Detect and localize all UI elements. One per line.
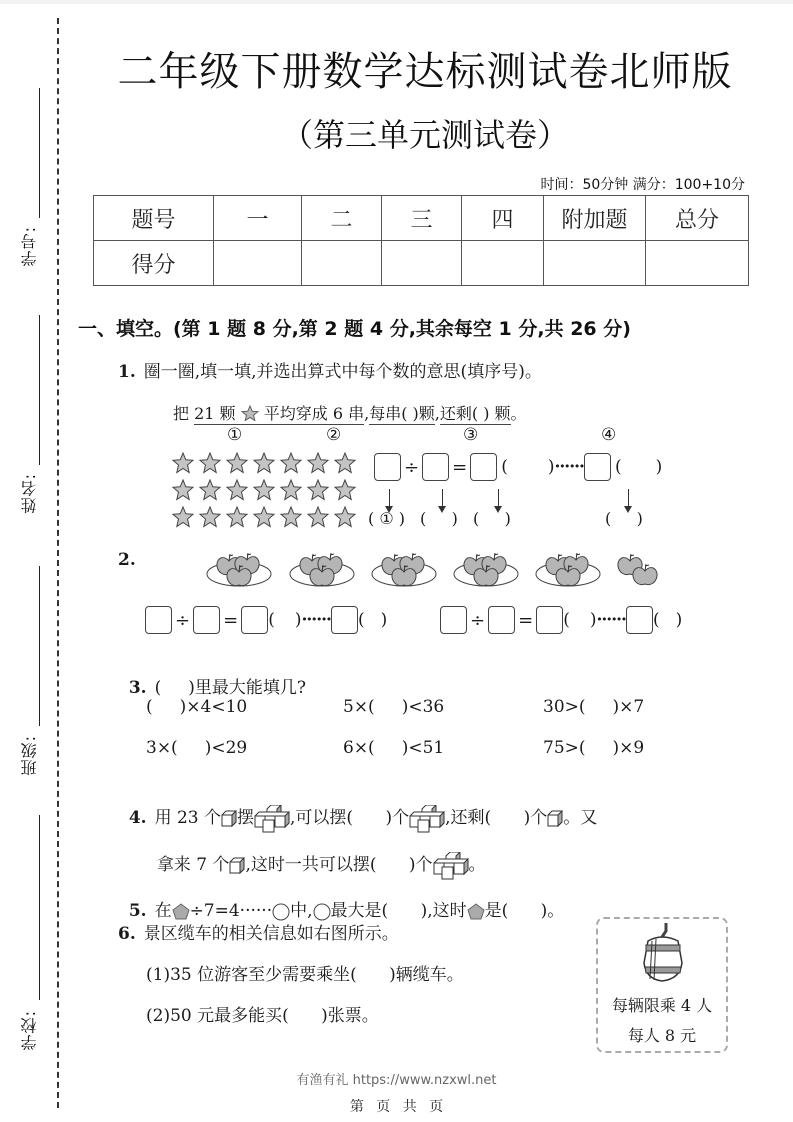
q3-item[interactable]: 5×( )<36 <box>343 697 445 717</box>
header-cell: 总分 <box>646 196 749 241</box>
page-title: 二年级下册数学达标测试卷北师版 <box>117 49 733 95</box>
name-label: 姓名: <box>20 473 39 514</box>
sentence-part-1 <box>194 404 264 425</box>
question-4-line-2 <box>146 830 486 880</box>
remainder-box[interactable] <box>331 606 358 634</box>
school-line[interactable] <box>39 815 40 1000</box>
q3-item[interactable]: 6×( )<51 <box>343 738 445 758</box>
q2-equation-1 <box>145 606 387 634</box>
paren-close: ) <box>589 610 597 630</box>
remainder-dots: ······ <box>596 610 626 630</box>
section-1-title: 一、填空。(第 1 题 8 分,第 2 题 4 分,其余每空 1 分,共 26 分) <box>78 318 631 340</box>
remainder-box[interactable] <box>626 606 653 634</box>
q3-item[interactable]: 3×( )<29 <box>146 738 248 758</box>
score-cell[interactable] <box>462 241 544 286</box>
divisor-box[interactable] <box>488 606 515 634</box>
quotient-box[interactable] <box>241 606 268 634</box>
paren-close: ) <box>675 610 683 630</box>
pentagon-icon <box>172 903 190 920</box>
text: 拿来 7 个 <box>156 855 230 875</box>
cube-icon <box>229 857 245 874</box>
star-grid <box>172 452 362 532</box>
divide-sign: ÷ <box>470 609 486 631</box>
sentence-prefix: 把 <box>173 404 190 423</box>
header-cell: 四 <box>462 196 544 241</box>
paren-open: ( <box>268 610 275 630</box>
arrow-down-icon <box>442 489 443 509</box>
paren-close: ) <box>547 457 555 477</box>
star-icon <box>241 405 259 421</box>
equals-sign: = <box>223 609 239 631</box>
q1-equation <box>374 453 662 481</box>
text: ÷7=4······ <box>189 901 273 921</box>
equals-sign: = <box>518 609 534 631</box>
meaning-answer-2[interactable]: ( ) <box>420 509 458 528</box>
cable-car-info-box <box>596 917 728 1053</box>
remainder-dots: ······ <box>301 610 331 630</box>
part-1-text: 21 颗 <box>194 404 236 423</box>
text: 摆 <box>237 808 255 828</box>
name-line[interactable] <box>39 315 40 465</box>
text[interactable]: ,还剩( )个 <box>445 808 548 828</box>
score-table-header-row <box>94 196 749 241</box>
q3-item[interactable]: 30>( )×7 <box>543 697 645 717</box>
arrow-down-icon <box>498 489 499 509</box>
quotient-box[interactable] <box>470 453 497 481</box>
cube-cross-shape-icon <box>254 805 290 833</box>
stars-21-icon <box>172 452 362 532</box>
quotient-box[interactable] <box>536 606 563 634</box>
question-number: 5. <box>128 901 147 921</box>
meaning-answer-1[interactable]: ( ① ) <box>368 509 405 528</box>
question-number: 6. <box>118 924 136 944</box>
question-text: ( )里最大能填几? <box>154 678 306 698</box>
question-number: 4. <box>128 808 147 828</box>
divide-sign: ÷ <box>404 456 420 478</box>
student-id-label: 学号: <box>20 226 39 267</box>
student-id-line[interactable] <box>39 88 40 218</box>
paren-open: ( <box>652 610 660 630</box>
sentence-part-2: 平均穿成 6 串 <box>263 404 365 423</box>
marker-3: ③ <box>463 425 479 445</box>
row-label: 得分 <box>94 241 214 286</box>
score-cell[interactable] <box>544 241 646 286</box>
class-label: 班级: <box>20 735 39 776</box>
score-cell[interactable] <box>646 241 749 286</box>
marker-2: ② <box>326 425 342 445</box>
marker-1: ① <box>227 425 243 445</box>
binding-dashed-line <box>57 18 59 1108</box>
dividend-box[interactable] <box>374 453 401 481</box>
dividend-box[interactable] <box>440 606 467 634</box>
text[interactable]: ,这时一共可以摆( )个 <box>245 855 433 875</box>
header-cell: 三 <box>382 196 462 241</box>
header-cell: 一 <box>214 196 302 241</box>
marker-4: ④ <box>601 425 617 445</box>
comma: , <box>434 404 440 423</box>
pentagon-icon <box>467 903 485 920</box>
cube-icon <box>547 810 563 827</box>
meaning-answer-3[interactable]: ( ) <box>473 509 511 528</box>
text[interactable]: ,可以摆( )个 <box>290 808 410 828</box>
sentence-part-4[interactable]: 还剩( ) 颗 <box>439 404 511 423</box>
page-subtitle: （第三单元测试卷） <box>280 116 569 154</box>
meaning-answer-4[interactable]: ( ) <box>605 509 643 528</box>
score-cell[interactable] <box>382 241 462 286</box>
circle-icon <box>313 903 331 921</box>
cube-cross-shape-icon <box>409 805 445 833</box>
question-6-sub-1[interactable]: (1)35 位游客至少需要乘坐( )辆缆车。 <box>146 965 464 985</box>
class-line[interactable] <box>39 566 40 726</box>
q2-equation-2 <box>440 606 682 634</box>
paren-open: ( <box>614 457 622 477</box>
apples-on-plates-icon <box>205 544 665 592</box>
text: 。又 <box>563 808 598 828</box>
arrow-down-icon <box>389 489 390 509</box>
watermark-text: 有渔有礼 https://www.nzxwl.net <box>296 1073 497 1088</box>
score-cell[interactable] <box>214 241 302 286</box>
paren-close: ) <box>380 610 388 630</box>
cable-car-icon <box>638 923 688 983</box>
question-2 <box>118 550 144 570</box>
header-cell: 题号 <box>94 196 214 241</box>
question-text: 景区缆车的相关信息如右图所示。 <box>143 924 399 944</box>
text: 在 <box>154 901 172 921</box>
q1-sentence <box>173 401 527 424</box>
question-3 <box>118 653 306 698</box>
question-6-sub-2[interactable]: (2)50 元最多能买( )张票。 <box>146 1006 379 1026</box>
remainder-dots: ······ <box>554 457 584 477</box>
apple-plates <box>205 544 665 596</box>
header-cell: 二 <box>302 196 382 241</box>
question-text: 圈一圈,填一填,并选出算式中每个数的意思(填序号)。 <box>143 362 542 382</box>
question-4-line-1 <box>118 783 597 833</box>
divisor-box[interactable] <box>422 453 449 481</box>
question-1 <box>118 357 542 382</box>
sentence-part-3[interactable]: 每串( )颗 <box>369 404 435 423</box>
circle-icon <box>272 903 290 921</box>
question-number: 1. <box>118 362 136 382</box>
cube-icon <box>221 810 237 827</box>
score-cell[interactable] <box>302 241 382 286</box>
page-number: 第 页 共 页 <box>349 1099 444 1115</box>
paren-open: ( <box>357 610 365 630</box>
divisor-box[interactable] <box>193 606 220 634</box>
text: 。 <box>468 855 486 875</box>
text[interactable]: 是( )。 <box>484 901 565 921</box>
capacity-text: 每辆限乘 4 人 <box>611 996 713 1015</box>
text[interactable]: 最大是( ),这时 <box>330 901 467 921</box>
paren-open: ( <box>501 457 508 477</box>
score-table <box>93 195 749 286</box>
period: 。 <box>510 404 527 423</box>
dividend-box[interactable] <box>145 606 172 634</box>
price-text: 每人 8 元 <box>627 1026 697 1045</box>
comma: , <box>364 404 370 423</box>
arrow-down-icon <box>628 489 629 509</box>
paren-open: ( <box>563 610 570 630</box>
question-number: 3. <box>128 678 147 698</box>
paren-close: ) <box>655 457 663 477</box>
score-table-score-row <box>94 241 749 286</box>
exam-meta: 时间：50分钟 满分：100+10分 <box>540 177 745 193</box>
top-border <box>0 0 793 4</box>
divide-sign: ÷ <box>175 609 191 631</box>
text: 中, <box>290 901 313 921</box>
remainder-box[interactable] <box>584 453 611 481</box>
equals-sign: = <box>452 456 468 478</box>
q3-item[interactable]: 75>( )×9 <box>543 738 645 758</box>
paren-close: ) <box>294 610 302 630</box>
question-5 <box>118 876 564 921</box>
q3-item[interactable]: ( )×4<10 <box>146 697 248 717</box>
school-label: 学校: <box>20 1010 39 1051</box>
header-cell: 附加题 <box>544 196 646 241</box>
question-number: 2. <box>118 550 136 570</box>
text: 用 23 个 <box>154 808 222 828</box>
question-6 <box>118 919 399 944</box>
